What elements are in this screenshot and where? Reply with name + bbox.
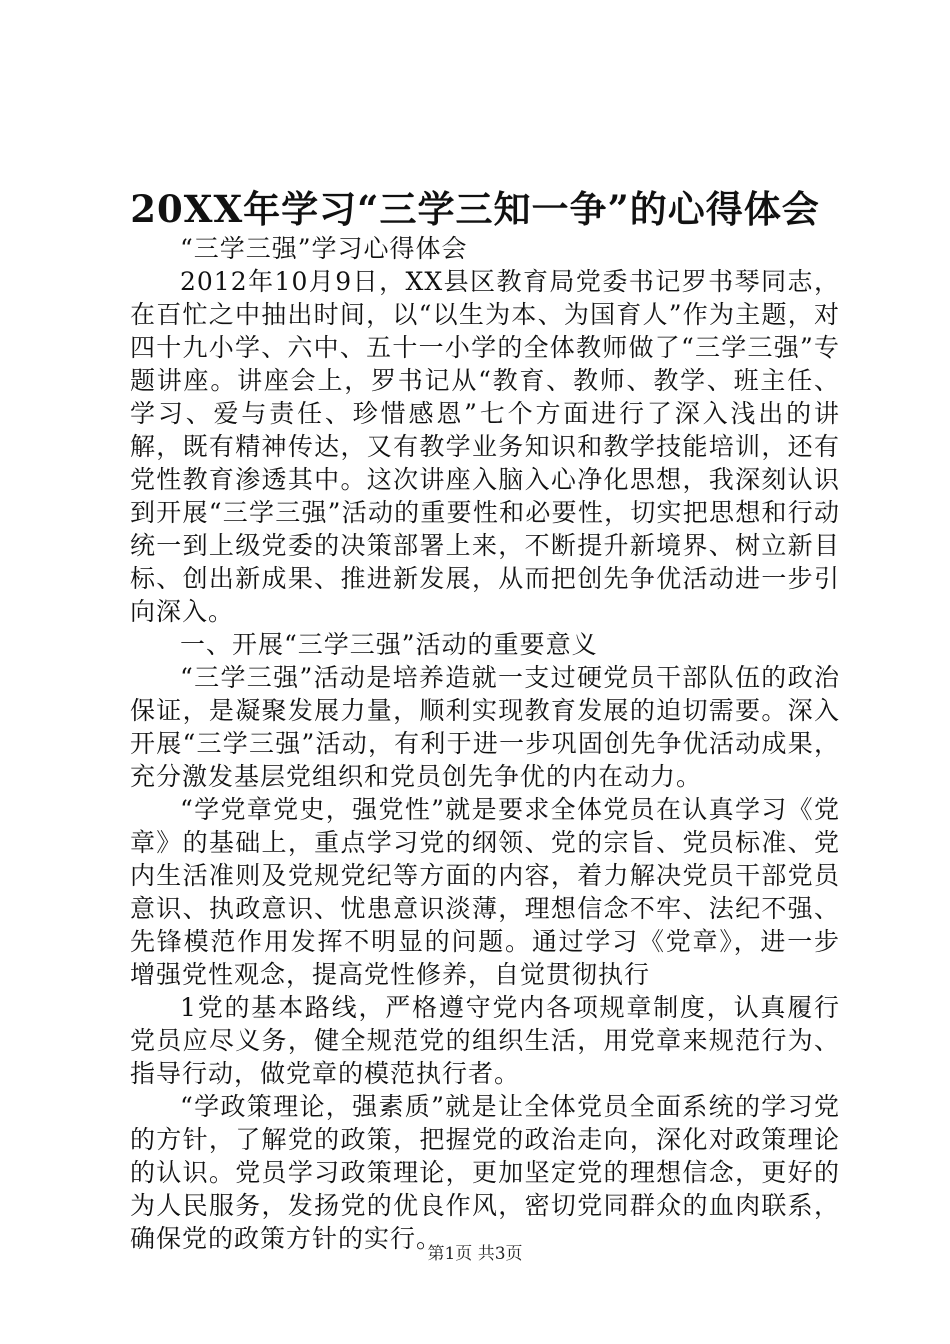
paragraph-intro: 2012年10月9日，XX县区教育局党委书记罗书琴同志，在百忙之中抽出时间，以“以生为本、为国育人”作为主题，对四十九小学、六中、五十一小学的全体教师做了“三学三强”专题讲座。讲座会上，罗书记从“教育、教师、教学、班主任、学习、爱与责任、珍惜感恩”七个方面进行了深入浅出的讲解，既有精神传达，又有教学业务知识和教学技能培训，还有党性教育渗透其中。这次讲座入脑入心净化思想，我深刻认识到开展“三学三强”活动的重要性和必要性，切实把思想和行动统一到上级党委的决策部署上来，不断提升新境界、树立新目标、创出新成果、推进新发展，从而把创先争优活动进一步引向深入。: [130, 267, 840, 626]
page-footer: 第1页 共3页: [427, 1244, 523, 1264]
paragraph-significance: “三学三强”活动是培养造就一支过硬党员干部队伍的政治保证，是凝聚发展力量，顺利实现教育发展的迫切需要。深入开展“三学三强”活动，有利于进一步巩固创先争优活动成果，充分激发基层党组织和党员创先争优的内在动力。: [130, 663, 840, 791]
document-title: 20XX年学习“三学三知一争”的心得体会: [130, 187, 820, 231]
paragraph-party-constitution: “学党章党史，强党性”就是要求全体党员在认真学习《党章》的基础上，重点学习党的纲领、党的宗旨、党员标准、党内生活准则及党规党纪等方面的内容，着力解决党员干部党员意识、执政意识、忧患意识淡薄，理想信念不牢、法纪不强、先锋模范作用发挥不明显的问题。通过学习《党章》，进一步增强党性观念，提高党性修养，自觉贯彻执行: [130, 795, 840, 989]
paragraph-party-line: 1党的基本路线，严格遵守党内各项规章制度，认真履行党员应尽义务，健全规范党的组织生活，用党章来规范行为、指导行动，做党章的模范执行者。: [130, 993, 840, 1088]
paragraph-subtitle: “三学三强”学习心得体会: [180, 234, 468, 263]
section-heading: 一、开展“三学三强”活动的重要意义: [180, 630, 598, 659]
paragraph-policy-theory: “学政策理论，强素质”就是让全体党员全面系统的学习党的方针，了解党的政策，把握党的政治走向，深化对政策理论的认识。党员学习政策理论，更加坚定党的理想信念，更好的为人民服务，发扬党的优良作风，密切党同群众的血肉联系，确保党的政策方针的实行。: [130, 1092, 840, 1253]
document-body: [130, 232, 840, 1255]
